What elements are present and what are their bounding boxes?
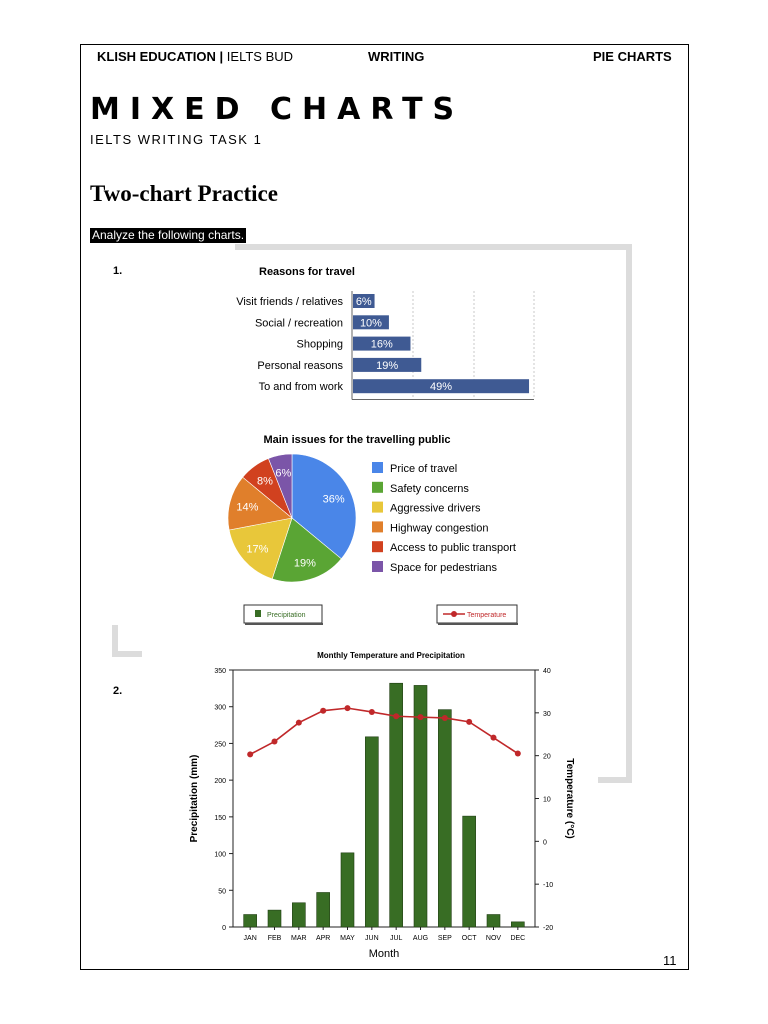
precipitation-bar <box>365 737 378 927</box>
legend-label: Precipitation <box>267 612 306 619</box>
legend-label: Highway congestion <box>390 522 489 535</box>
y2-tick-label: -10 <box>543 882 554 890</box>
legend-label: Price of travel <box>390 463 458 475</box>
slice-label: 14% <box>236 501 259 514</box>
plot-area <box>233 670 535 927</box>
x-tick-label: OCT <box>461 935 477 942</box>
page-title: MIXED CHARTS <box>90 92 465 127</box>
y-tick-label: 250 <box>214 741 226 749</box>
bar-data-label: 10% <box>359 317 382 330</box>
category-label: Shopping <box>296 338 343 351</box>
temperature-point <box>418 714 424 720</box>
header-brand-rest: IELTS BUD <box>223 49 294 64</box>
x-tick-label: FEB <box>267 935 282 942</box>
precipitation-bar <box>511 922 524 927</box>
legend-label: Access to public transport <box>390 542 516 555</box>
reasons-bar-chart <box>200 258 560 403</box>
y2-tick-label: -20 <box>543 925 554 932</box>
x-tick-label: JUN <box>365 935 379 942</box>
y-tick-label: 300 <box>214 704 226 712</box>
x-tick-label: JUL <box>389 935 403 942</box>
precipitation-bar <box>317 892 330 927</box>
bracket-decoration <box>235 244 630 250</box>
section-title: Two-chart Practice <box>90 181 278 206</box>
question-number-2: 2. <box>113 685 123 697</box>
x-tick-label: APR <box>315 935 331 942</box>
precipitation-bar <box>268 910 281 927</box>
y2-axis-label: Temperature (°C) <box>564 758 575 839</box>
legend-label: Temperature <box>467 612 507 619</box>
temperature-point <box>393 713 399 719</box>
y2-tick-label: 40 <box>543 668 551 675</box>
legend-marker <box>451 611 457 617</box>
category-label: Social / recreation <box>254 317 343 330</box>
x-tick-label: DEC <box>510 935 526 942</box>
bar-data-label: 19% <box>376 359 399 372</box>
legend-swatch <box>255 610 261 617</box>
temperature-point <box>345 705 351 711</box>
y-tick-label: 50 <box>218 888 226 896</box>
y-tick-label: 150 <box>214 814 226 822</box>
precipitation-bar <box>292 903 305 927</box>
category-label: Personal reasons <box>257 359 343 372</box>
x-tick-label: NOV <box>485 935 502 942</box>
temperature-point <box>247 751 253 757</box>
x-tick-label: MAY <box>340 935 355 942</box>
issues-pie-chart <box>200 425 560 590</box>
y-tick-label: 200 <box>214 778 226 786</box>
y2-tick-label: 0 <box>543 839 547 847</box>
temperature-point <box>369 709 375 715</box>
temperature-point <box>515 751 521 757</box>
temperature-point <box>442 715 448 721</box>
slice-label: 36% <box>322 493 345 506</box>
bar-data-label: 6% <box>355 296 372 308</box>
slice-label: 8% <box>256 475 273 488</box>
temperature-point <box>466 719 472 725</box>
chart-title: Monthly Temperature and Precipitation <box>317 651 465 660</box>
category-label: Visit friends / relatives <box>236 296 343 308</box>
precipitation-bar <box>438 710 451 927</box>
temperature-point <box>272 739 278 745</box>
temperature-point <box>491 735 497 741</box>
y-axis-label: Precipitation (mm) <box>189 754 200 843</box>
bar-data-label: 49% <box>430 381 453 394</box>
category-label: To and from work <box>258 381 343 394</box>
header-section: WRITING <box>368 49 425 64</box>
legend-shadow <box>245 623 323 625</box>
y-tick-label: 0 <box>222 925 226 932</box>
legend-label: Space for pedestrians <box>390 562 498 574</box>
legend-swatch <box>372 561 383 572</box>
precipitation-bar <box>487 915 500 927</box>
instruction-text: Analyze the following charts. <box>92 228 245 242</box>
precipitation-bar <box>390 683 403 927</box>
header-topic: PIE CHARTS <box>593 49 672 64</box>
x-axis-label: Month <box>368 948 400 960</box>
x-tick-label: AUG <box>412 935 429 942</box>
y-tick-label: 350 <box>214 668 226 675</box>
precipitation-bar <box>341 853 354 927</box>
temperature-point <box>296 720 302 726</box>
legend-label: Safety concerns <box>390 482 469 495</box>
precipitation-bar <box>244 915 257 927</box>
bar-data-label: 16% <box>370 338 393 351</box>
slice-label: 17% <box>246 543 269 556</box>
y2-tick-label: 10 <box>543 796 551 804</box>
legend-swatch <box>372 541 383 552</box>
slice-label: 19% <box>293 557 316 570</box>
header-brand-bold: KLISH EDUCATION | <box>97 49 224 64</box>
precipitation-bar <box>414 685 427 927</box>
slice-label: 6% <box>275 467 292 480</box>
header-brand <box>97 49 293 64</box>
y-tick-label: 100 <box>214 851 226 859</box>
bracket-decoration <box>626 244 632 782</box>
temperature-line <box>250 708 518 754</box>
legend-swatch <box>372 521 383 532</box>
legend-swatch <box>372 482 383 493</box>
legend-swatch <box>372 502 383 513</box>
chart-title: Reasons for travel <box>259 266 355 278</box>
chart-title: Main issues for the travelling public <box>263 434 451 446</box>
y2-tick-label: 30 <box>543 710 551 718</box>
y2-tick-label: 20 <box>543 753 551 761</box>
page-number: 11 <box>663 953 677 968</box>
legend-label: Aggressive drivers <box>390 502 481 515</box>
page-subtitle: IELTS WRITING TASK 1 <box>90 132 263 147</box>
legend-shadow <box>438 623 518 625</box>
x-tick-label: MAR <box>291 935 307 942</box>
legend-swatch <box>372 462 383 473</box>
precipitation-bar <box>463 816 476 927</box>
temperature-precipitation-chart <box>137 594 613 966</box>
x-tick-label: JAN <box>243 935 257 942</box>
temperature-point <box>320 708 326 714</box>
x-tick-label: SEP <box>437 935 452 942</box>
question-number-1: 1. <box>113 265 123 277</box>
